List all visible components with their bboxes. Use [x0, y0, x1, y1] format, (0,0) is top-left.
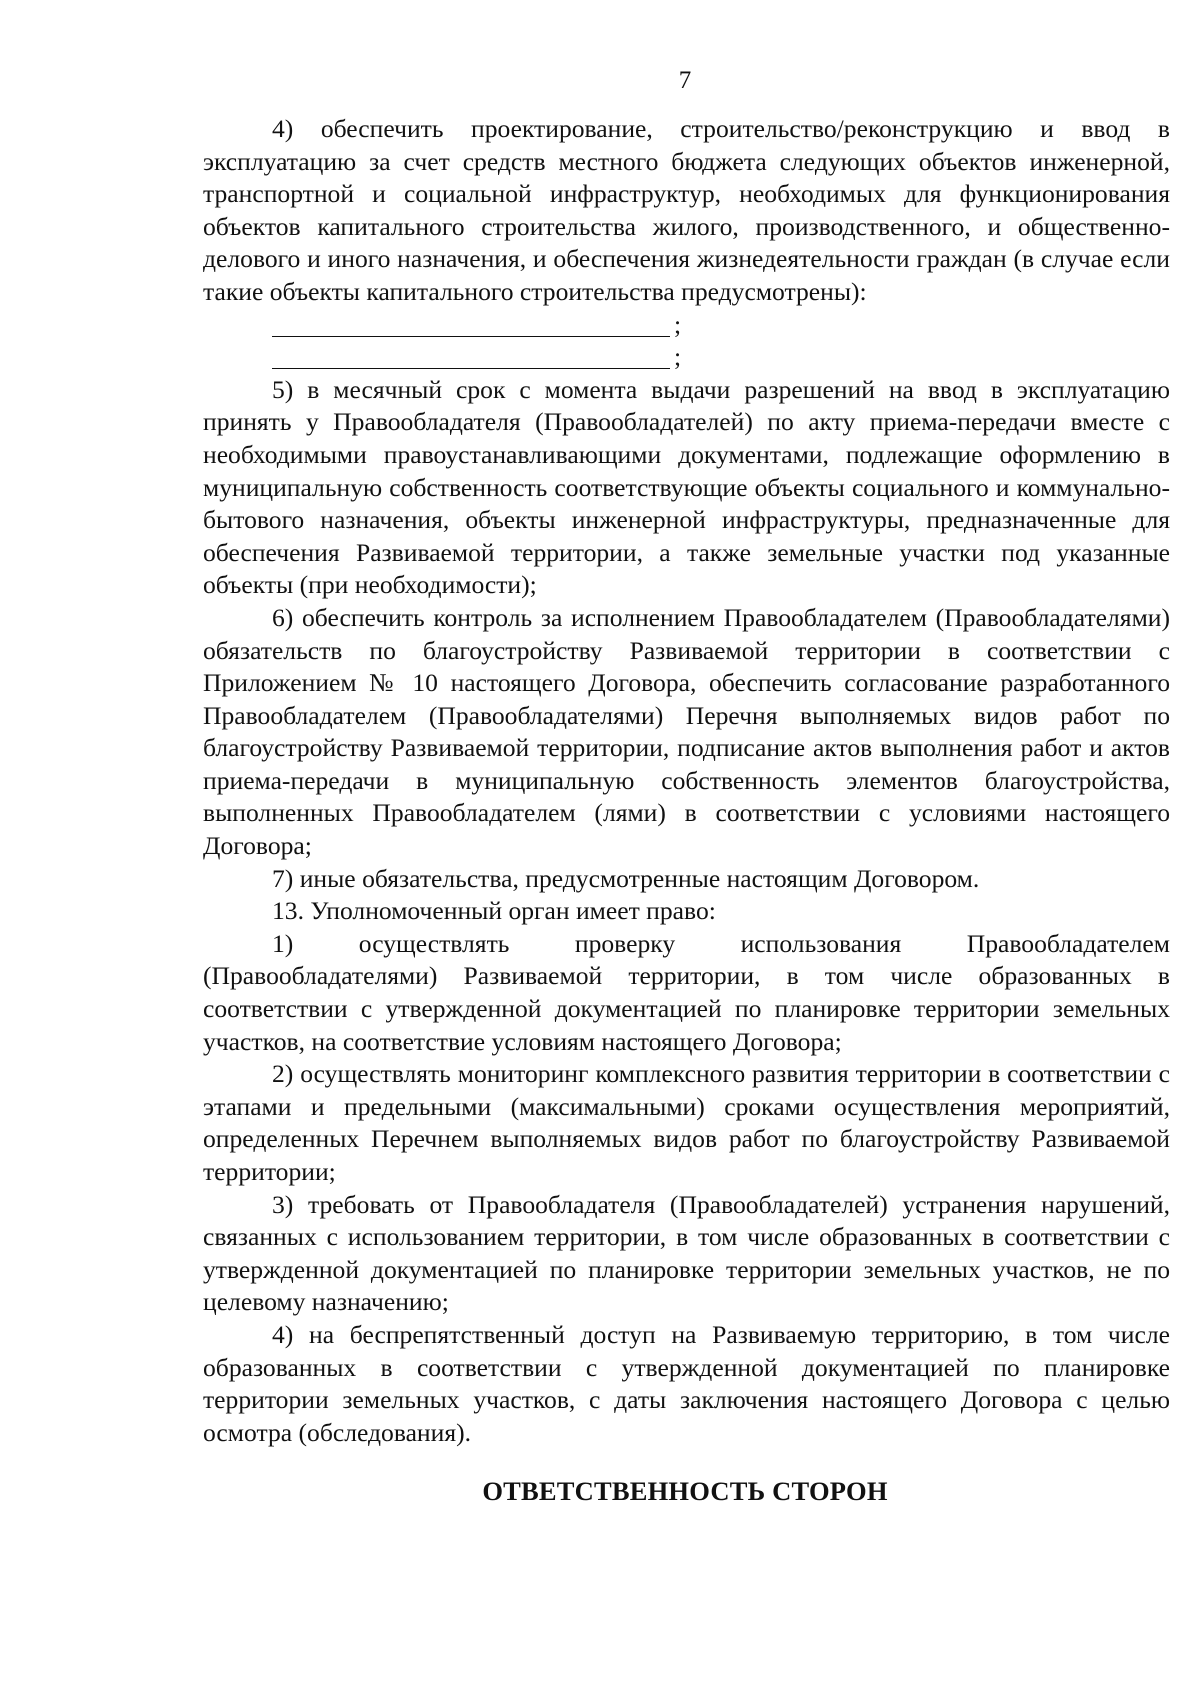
- paragraph-obligation-7: 7) иные обязательства, предусмотренные настоящим Договором.: [272, 863, 980, 893]
- blank-line-punctuation: ;: [674, 342, 682, 372]
- paragraph-obligation-4: 4) обеспечить проектирование, строительство/реконструкцию и ввод в эксплуатацию за счет средств местного бюджета следующих объектов инженерной, транспортной и социальной инфраструктур, необходимых для функционирования объектов капитального строительства жилого, производственного, и общественно-делового и иного назначения, и обеспечения жизнедеятельности граждан (в случае если такие объекты капитального строительства предусмотрены):: [203, 114, 1170, 306]
- blank-line-punctuation: ;: [674, 309, 682, 339]
- paragraph-right-2: 2) осуществлять мониторинг комплексного развития территории в соответствии с этапами и предельными (максимальными) сроками осуществления мероприятий, определенных Перечнем выполняемых видов работ по благоустройству Развиваемой территории;: [203, 1059, 1170, 1186]
- paragraph-right-4: 4) на беспрепятственный доступ на Развиваемую территорию, в том числе образованных в соответствии с утвержденной документацией по планировке территории земельных участков, с даты заключения настоящего Договора с целью осмотра (обследования).: [203, 1319, 1170, 1447]
- blank-fill-line-1: [272, 309, 1170, 342]
- paragraph-clause-13: 13. Уполномоченный орган имеет право:: [272, 896, 716, 926]
- paragraph-obligation-5: 5) в месячный срок с момента выдачи разрешений на ввод в эксплуатацию принять у Правообладателя (Правообладателей) по акту приема-передачи вместе с необходимыми правоустанавливающими документами, подлежащие оформлению в муниципальную собственность соответствующие объекты социального и коммунально-бытового назначения, объекты инженерной инфраструктуры, предназначенные для обеспечения Развиваемой территории, а также земельные участки под указанные объекты (при необходимости);: [203, 374, 1170, 600]
- blank-fill-line-2: [272, 341, 1170, 374]
- section-heading: ОТВЕТСТВЕННОСТЬ СТОРОН: [482, 1476, 888, 1506]
- blank-rule: [272, 336, 670, 337]
- paragraph-right-1: 1) осуществлять проверку использования Правообладателем (Правообладателями) Развиваемой территории, в том числе образованных в соответствии с утвержденной документацией по планировке территории земельных участков, на соответствие условиям настоящего Договора;: [203, 928, 1170, 1056]
- page-number: 7: [678, 67, 692, 94]
- document-body: [203, 113, 1170, 1449]
- blank-rule: [272, 368, 670, 369]
- paragraph-right-3: 3) требовать от Правообладателя (Правообладателей) устранения нарушений, связанных с использованием территории, в том числе образованных в соответствии с утвержденной документацией по планировке территории земельных участков, не по целевому назначению;: [203, 1189, 1170, 1317]
- paragraph-obligation-6: 6) обеспечить контроль за исполнением Правообладателем (Правообладателями) обязательств по благоустройству Развиваемой территории в соответствии с Приложением № 10 настоящего Договора, обеспечить согласование разработанного Правообладателем (Правообладателями) Перечня выполняемых видов работ по благоустройству Развиваемой территории, подписание актов выполнения работ и актов приема-передачи в муниципальную собственность элементов благоустройства, выполненных Правообладателем (лями) в соответствии с условиями настоящего Договора;: [203, 602, 1170, 861]
